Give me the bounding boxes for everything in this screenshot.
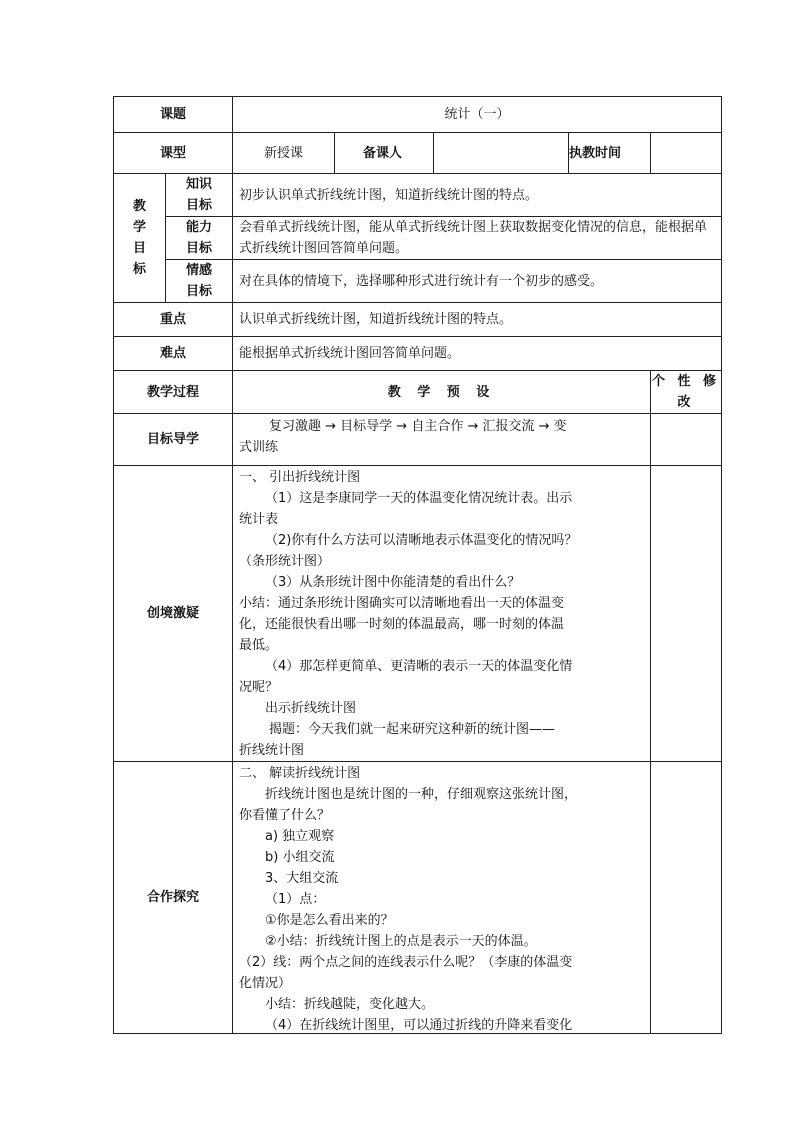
situation-notes [651, 466, 722, 762]
exec-time-value [651, 133, 722, 174]
guide-notes [651, 414, 722, 466]
process-header-col1: 教学过程 [114, 371, 233, 414]
difficulty-label: 难点 [114, 337, 233, 371]
cooperation-notes [651, 762, 722, 1034]
exec-time-label: 执教时间 [569, 133, 651, 174]
goal-row-ability [114, 217, 722, 260]
emotion-goal-text: 对在具体的情境下，选择哪种形式进行统计有一个初步的感受。 [233, 260, 722, 303]
difficulty-text: 能根据单式折线统计图回答简单问题。 [233, 337, 722, 371]
cooperation-row [114, 762, 722, 1034]
type-label: 课型 [114, 133, 233, 174]
key-point-label: 重点 [114, 303, 233, 337]
goal-row-emotion [114, 260, 722, 303]
cooperation-text: 二、 解读折线统计图 折线统计图也是统计图的一种，仔细观察这张统计图， 你看懂了什么？ a) 独立观察 b) 小组交流 3、大组交流 （1）点： ①你是怎么看出来的？ ②小结：折线统计图上的点是表示一天的体温。 （2）线：两个点之间的连线表示什么呢？（李康的体温变 化情况） 小结：折线越陡，变化越大。 （4）在折线统计图里，可以通过折线的升降来看变化 [233, 762, 651, 1034]
preparer-value [434, 133, 569, 174]
key-point-row [114, 303, 722, 337]
guide-text: 复习激趣 → 目标导学 → 自主合作 → 汇报交流 → 变 式训练 [233, 414, 651, 466]
preparer-label: 备课人 [335, 133, 434, 174]
process-header-col2: 教 学 预 设 [233, 371, 651, 414]
guide-label: 目标导学 [114, 414, 233, 466]
key-point-text: 认识单式折线统计图，知道折线统计图的特点。 [233, 303, 722, 337]
topic-value: 统计（一） [233, 97, 722, 133]
type-row [114, 133, 722, 174]
emotion-goal-label: 情感 目标 [166, 260, 233, 303]
process-header-col3: 个 性 修 改 [651, 371, 722, 414]
guide-row [114, 414, 722, 466]
topic-label: 课题 [114, 97, 233, 133]
cooperation-label: 合作探究 [114, 762, 233, 1034]
goal-row-knowledge [114, 174, 722, 217]
type-value: 新授课 [233, 133, 335, 174]
ability-goal-text: 会看单式折线统计图，能从单式折线统计图上获取数据变化情况的信息，能根据单式折线统计图回答简单问题。 [233, 217, 722, 260]
situation-row [114, 466, 722, 762]
ability-goal-label: 能力 目标 [166, 217, 233, 260]
difficulty-row [114, 337, 722, 371]
knowledge-goal-label: 知识 目标 [166, 174, 233, 217]
process-header-row [114, 371, 722, 414]
situation-label: 创境激疑 [114, 466, 233, 762]
teaching-goals-label: 教 学 目 标 [114, 174, 166, 303]
topic-row [114, 97, 722, 133]
lesson-plan-table [113, 96, 722, 1034]
situation-text: 一、 引出折线统计图 （1）这是李康同学一天的体温变化情况统计表。出示 统计表 （2)你有什么方法可以清晰地表示体温变化的情况吗？ （条形统计图） （3）从条形统计图中你能清楚的看出什么？ 小结：通过条形统计图确实可以清晰地看出一天的体温变 化，还能很快看出哪一时刻的体温最高，哪一时刻的体温 最低。 （4）那怎样更简单、更清晰的表示一天的体温变化情 况呢？ 出示折线统计图 揭题：今天我们就一起来研究这种新的统计图—— 折线统计图 [233, 466, 651, 762]
knowledge-goal-text: 初步认识单式折线统计图，知道折线统计图的特点。 [233, 174, 722, 217]
